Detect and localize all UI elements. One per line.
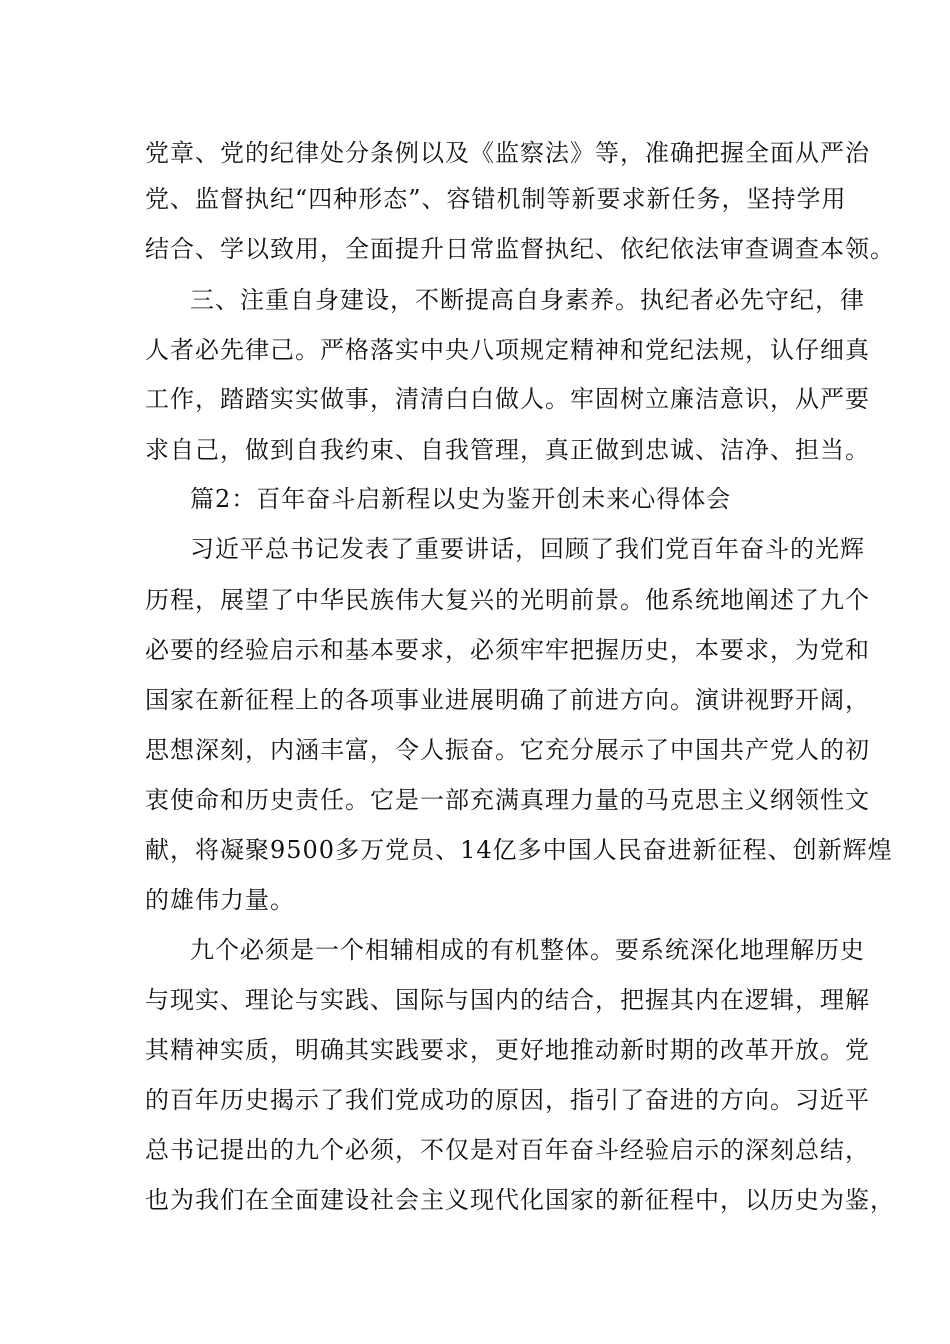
text-line: 历程，展望了中华民族伟大复兴的光明前景。他系统地阐述了九个	[145, 586, 870, 614]
text-line: 结合、学以致用，全面提升日常监督执纪、依纪依法审查调查本领。	[145, 235, 895, 263]
text-line: 总书记提出的九个必须，不仅是对百年奋斗经验启示的深刻总结，	[145, 1136, 870, 1164]
text-line: 人者必先律己。严格落实中央八项规定精神和党纪法规，认仔细真	[145, 336, 870, 364]
text-line: 求自己，做到自我约束、自我管理，真正做到忠诚、洁净、担当。	[145, 436, 870, 464]
text-line: 必要的经验启示和基本要求，必须牢牢把握历史，本要求，为党和	[145, 636, 870, 664]
text-line: 也为我们在全面建设社会主义现代化国家的新征程中，以历史为鉴，	[145, 1186, 895, 1214]
text-line: 九个必须是一个相辅相成的有机整体。要系统深化地理解历史	[190, 936, 865, 964]
text-line: 党、监督执纪“四种形态”、容错机制等新要求新任务，坚持学用	[145, 185, 847, 213]
section-heading: 篇2：百年奋斗启新程以史为鉴开创未来心得体会	[190, 485, 732, 513]
text-line: 习近平总书记发表了重要讲话，回顾了我们党百年奋斗的光辉	[190, 535, 865, 563]
text-line: 的百年历史揭示了我们党成功的原因，指引了奋进的方向。习近平	[145, 1086, 870, 1114]
text-line: 三、注重自身建设，不断提高自身素养。执纪者必先守纪，律	[190, 286, 865, 314]
text-line: 的雄伟力量。	[145, 886, 295, 914]
text-line: 献，将凝聚9500多万党员、14亿多中国人民奋进新征程、创新辉煌	[145, 836, 893, 864]
text-line: 与现实、理论与实践、国际与国内的结合，把握其内在逻辑，理解	[145, 986, 870, 1014]
text-line: 其精神实质，明确其实践要求，更好地推动新时期的改革开放。党	[145, 1036, 870, 1064]
text-line: 党章、党的纪律处分条例以及《监察法》等，准确把握全面从严治	[145, 139, 870, 167]
text-line: 工作，踏踏实实做事，清清白白做人。牢固树立廉洁意识，从严要	[145, 385, 870, 413]
text-line: 思想深刻，内涵丰富，令人振奋。它充分展示了中国共产党人的初	[145, 736, 870, 764]
text-line: 衷使命和历史责任。它是一部充满真理力量的马克思主义纲领性文	[145, 786, 870, 814]
text-line: 国家在新征程上的各项事业进展明确了前进方向。演讲视野开阔，	[145, 686, 870, 714]
